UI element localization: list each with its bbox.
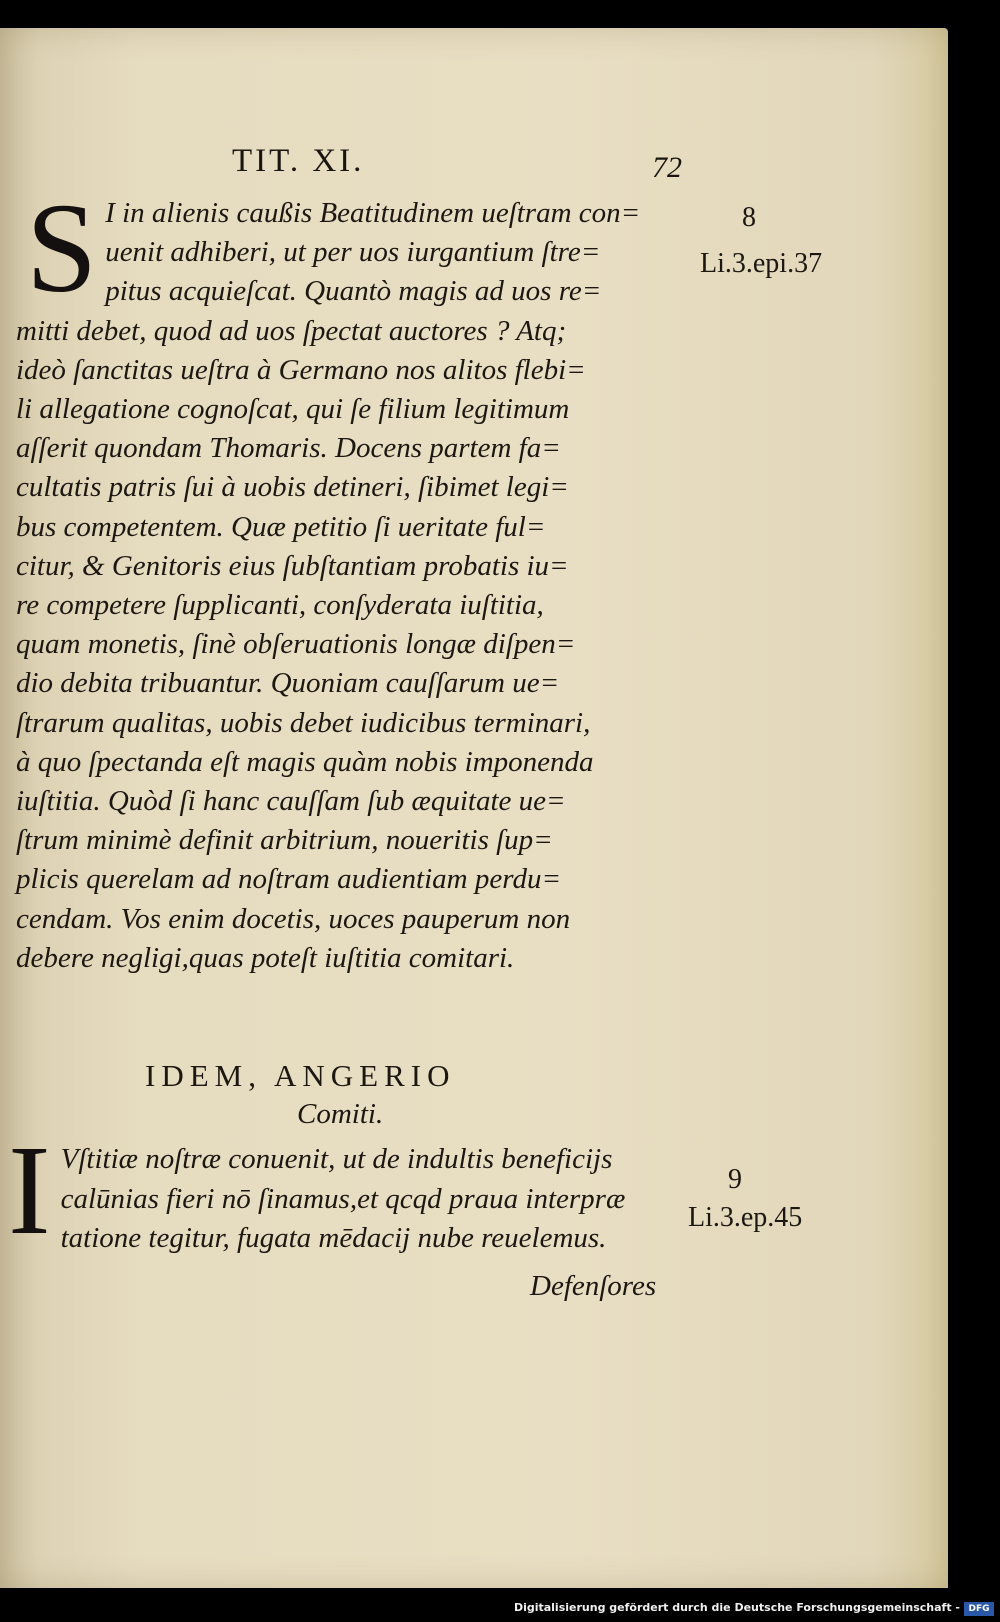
- margin-reference-1: Li.3.epi.37: [700, 248, 823, 279]
- text-line: debere negligi,quas poteſt iuſtitia comitari.: [16, 941, 515, 974]
- section-subtitle: Comiti.: [297, 1098, 384, 1130]
- text-line: li allegatione cognoſcat, qui ſe filium legitimum: [16, 393, 570, 426]
- text-line: tatione tegitur, fugata mēdacij nube reuelemus.: [60, 1222, 607, 1254]
- text-line: uenit adhiberi, ut per uos iurgantium ſtre=: [105, 236, 601, 269]
- text-line: iuſtitia. Quòd ſi hanc cauſſam ſub æquitate ue=: [16, 785, 566, 818]
- text-line: dio debita tribuantur. Quoniam cauſſarum ue=: [16, 667, 560, 700]
- letter-1-body: [16, 177, 688, 978]
- digitization-credit: Digitalisierung gefördert durch die Deutsche Forschungsgemeinschaft -: [513, 1601, 960, 1614]
- margin-number-9: 9: [728, 1164, 742, 1195]
- text-line: aſſerit quondam Thomaris. Docens partem fa=: [16, 432, 561, 465]
- text-line: I in alienis caußis Beatitudinem ueſtram con=: [105, 197, 641, 229]
- text-line: citur, & Genitoris eius ſubſtantiam probatis iu=: [16, 549, 569, 582]
- margin-reference-2: Li.3.ep.45: [688, 1202, 803, 1233]
- text-line: cendam. Vos enim docetis, uoces pauperum non: [16, 902, 571, 935]
- letter-2-body: [8, 1119, 688, 1261]
- drop-cap-s: S: [26, 177, 98, 319]
- text-line: re competere ſupplicanti, conſyderata iuſtitia,: [16, 589, 544, 622]
- text-line: calūnias fieri nō ſinamus,et qcqd praua interpræ: [60, 1182, 626, 1215]
- catchword: Defenſores: [530, 1270, 657, 1302]
- text-line: mitti debet, quod ad uos ſpectat auctores ? Atq;: [16, 314, 567, 347]
- drop-cap-i: I: [8, 1119, 51, 1261]
- text-line: cultatis patris ſui à uobis detineri, ſibimet legi=: [16, 471, 569, 504]
- text-line: ſtrarum qualitas, uobis debet iudicibus terminari,: [16, 706, 591, 739]
- page-number: 72: [652, 151, 682, 184]
- text-line: ſtrum minimè definit arbitrium, noueritis ſup=: [16, 824, 553, 857]
- text-line: ideò ſanctitas ueſtra à Germano nos alitos flebi=: [16, 353, 586, 386]
- text-line: bus competentem. Quæ petitio ſi ueritate ful=: [16, 510, 546, 543]
- text-line: à quo ſpectanda eſt magis quàm nobis imponenda: [16, 745, 594, 778]
- text-line: Vſtitiæ noſtræ conuenit, ut de indultis beneficijs: [60, 1143, 613, 1175]
- margin-number-8: 8: [742, 202, 756, 233]
- running-head-title: TIT. XI.: [232, 143, 365, 179]
- dfg-logo-icon: DFG: [964, 1602, 994, 1616]
- text-line: quam monetis, ſinè obſeruationis longæ diſpen=: [16, 628, 576, 661]
- text-line: plicis querelam ad noſtram audientiam perdu=: [16, 863, 562, 896]
- section-title: IDEM, ANGERIO: [145, 1058, 456, 1093]
- text-line: pitus acquieſcat. Quantò magis ad uos re=: [105, 275, 602, 308]
